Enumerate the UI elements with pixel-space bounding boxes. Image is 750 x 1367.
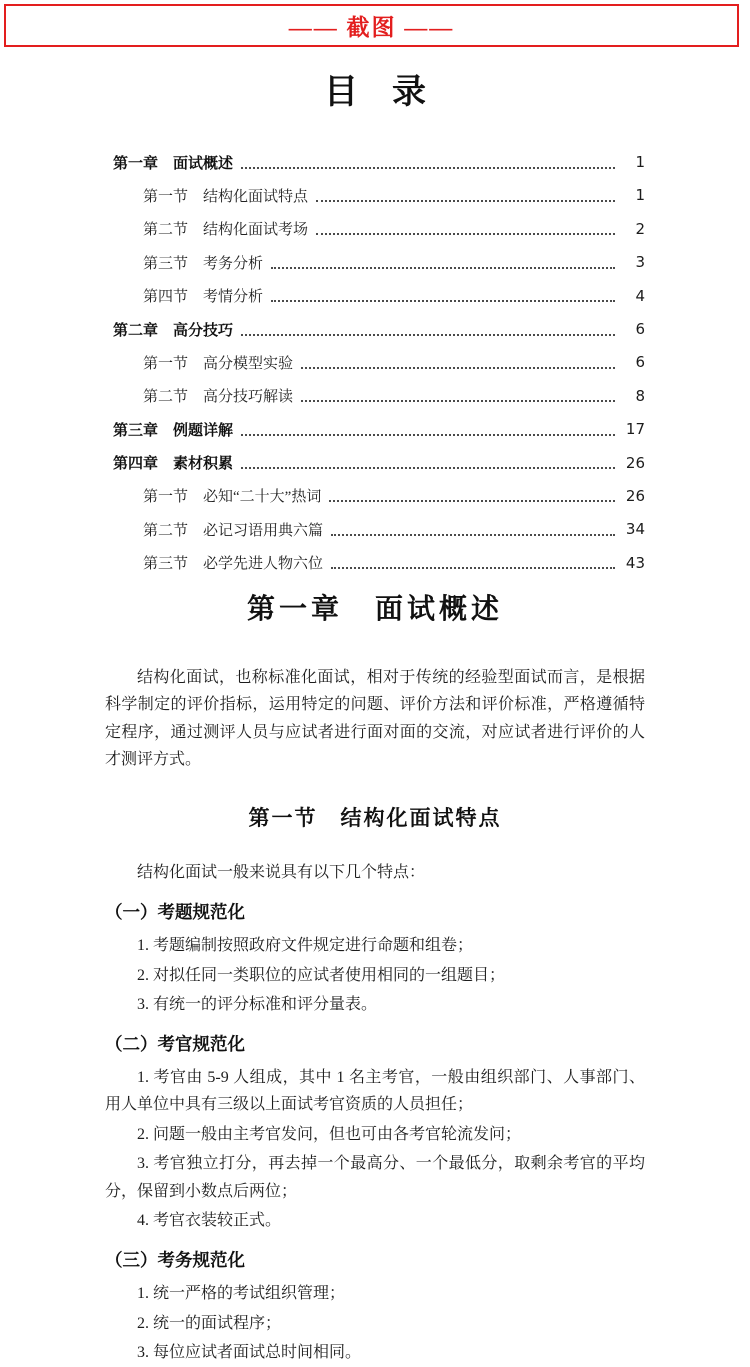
list-item: 1. 统一严格的考试组织管理； — [137, 1285, 346, 1302]
block-heading-3: （三）考务规范化 — [105, 1250, 245, 1271]
list-item: 1. 考官由 5-9 人组成，其中 1 名主考官，一般由组织部门、人事部门、用人单位中具有三级以上面试考官资质的人员担任； — [105, 1068, 645, 1114]
toc-row — [113, 379, 645, 412]
toc-row — [113, 546, 645, 579]
chapter-body — [105, 664, 645, 1367]
list-item: 3. 考官独立打分，再去掉一个最高分、一个最低分，取剩余考官的平均分，保留到小数点后两位； — [105, 1155, 645, 1200]
list-item: 2. 统一的面试程序； — [137, 1314, 282, 1332]
toc-page-number: 34 — [625, 520, 645, 539]
toc-dot-leader — [301, 389, 615, 402]
list-item: 1. 考题编制按照政府文件规定进行命题和组卷； — [137, 937, 474, 954]
block-heading-1: （一）考题规范化 — [105, 902, 245, 923]
section-title: 第一节 结构化面试特点 — [248, 805, 502, 830]
toc-dot-leader — [241, 156, 615, 169]
screenshot-banner-label: —— 截图 —— — [288, 15, 455, 40]
toc-page-number: 17 — [625, 420, 645, 439]
toc-entry-label: 第一节 高分模型实验 — [143, 355, 294, 372]
list-item: 3. 每位应试者面试总时间相同。 — [137, 1344, 362, 1361]
toc-page-number: 1 — [635, 186, 645, 205]
toc-entry-label: 第三节 必学先进人物六位 — [143, 556, 324, 573]
screenshot-banner — [4, 4, 739, 47]
toc-row — [113, 413, 645, 446]
toc-entry-label: 第三节 考务分析 — [143, 255, 264, 272]
block-heading-2: （二）考官规范化 — [105, 1034, 245, 1055]
toc-entry-label: 第二节 高分技巧解读 — [143, 389, 294, 406]
toc-entry-label: 第二节 结构化面试考场 — [143, 222, 309, 239]
toc-row — [113, 279, 645, 312]
toc-entry-label: 第二章 高分技巧 — [113, 320, 234, 339]
list-item: 2. 问题一般由主考官发问，但也可由各考官轮流发问； — [137, 1125, 522, 1143]
section-lead-paragraph: 结构化面试一般来说具有以下几个特点： — [137, 864, 426, 882]
list-item: 2. 对拟任同一类职位的应试者使用相同的一组题目； — [137, 966, 506, 984]
toc-row — [113, 346, 645, 379]
toc-page-number: 8 — [635, 386, 645, 405]
toc-dot-leader — [241, 423, 615, 436]
toc-entry-label: 第一章 面试概述 — [113, 153, 234, 172]
toc-page-number: 43 — [625, 553, 645, 572]
toc-dot-leader — [316, 189, 615, 202]
toc-page-number: 26 — [625, 486, 645, 505]
list-item: 4. 考官衣装较正式。 — [137, 1212, 282, 1230]
toc-row — [113, 446, 645, 479]
toc-page-number: 3 — [635, 253, 645, 272]
toc-dot-leader — [331, 523, 615, 536]
toc-entry-label: 第二节 必记习语用典六篇 — [143, 522, 324, 539]
chapter-title: 第一章 面试概述 — [246, 592, 503, 626]
toc-entry-label: 第四章 素材积累 — [113, 454, 234, 473]
toc-row — [113, 513, 645, 546]
toc-dot-leader — [301, 356, 615, 369]
list-item: 3. 有统一的评分标准和评分量表。 — [137, 996, 378, 1013]
table-of-contents — [113, 145, 645, 579]
toc-row — [113, 479, 645, 512]
toc-row — [113, 179, 645, 212]
toc-dot-leader — [331, 556, 615, 569]
toc-dot-leader — [241, 456, 615, 469]
toc-title: 目 录 — [324, 72, 426, 112]
toc-dot-leader — [271, 256, 615, 269]
toc-dot-leader — [241, 323, 615, 336]
toc-page-number: 1 — [635, 153, 645, 172]
toc-page-number: 2 — [635, 219, 645, 238]
toc-row — [113, 145, 645, 178]
toc-entry-label: 第一节 结构化面试特点 — [143, 188, 309, 205]
toc-row — [113, 212, 645, 245]
toc-page-number: 26 — [625, 453, 645, 472]
toc-row — [113, 312, 645, 345]
toc-entry-label: 第一节 必知“二十大”热词 — [143, 489, 322, 506]
toc-dot-leader — [316, 222, 615, 235]
toc-page-number: 6 — [635, 353, 645, 372]
chapter-intro-paragraph: 结构化面试，也称标准化面试，相对于传统的经验型面试而言，是根据科学制定的评价指标，运用特定的问题、评价方法和评价标准，严格遵循特定程序，通过测评人员与应试者进行面对面的交流，对应试者进行评价的人才测评方式。 — [105, 668, 645, 769]
toc-dot-leader — [329, 489, 615, 502]
toc-dot-leader — [271, 289, 615, 302]
toc-entry-label: 第三章 例题详解 — [113, 420, 234, 439]
toc-entry-label: 第四节 考情分析 — [143, 289, 264, 306]
toc-page-number: 4 — [635, 286, 645, 305]
toc-row — [113, 246, 645, 279]
toc-page-number: 6 — [635, 320, 645, 339]
